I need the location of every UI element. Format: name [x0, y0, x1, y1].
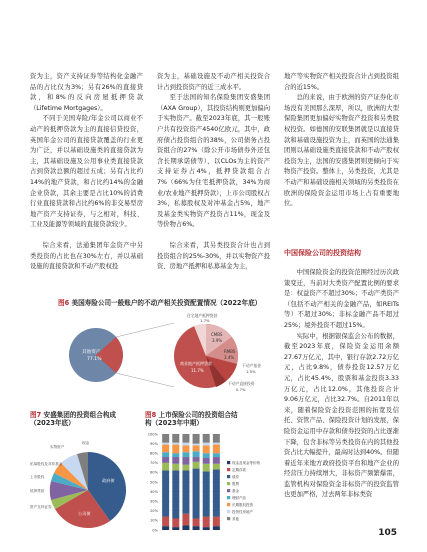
y-tick-label: 90% — [150, 441, 158, 446]
paragraph: 资为主，基础设施及不动产相关投资合计占到投资资产的近三成水平。 — [157, 73, 270, 91]
column-2-bottom — [157, 241, 270, 273]
figure-6-pie-chart — [56, 309, 280, 401]
legend-label: 股票 — [232, 482, 239, 486]
paragraph: 至于法国的知名保险集团安盛集团（AXA Group），其投资结构则更加偏向于实物资产。截至2023年底，其一般账户共有投资资产4540亿欧元，其中，政府债占投资组合的38%，公司债务占投资组合的27%（除公开市场债券外还包含长期承诺债等），以CLOs为主的资产支持证券占4%，抵押贷款组合占7%（66%为住宅抵押贷款，34%为商业/农业地产抵押贷款），上市公司股权占3%，私募股权及对冲基金占5%，地产及基金类实物资产投资占11%，现金及等价物占6%。 — [157, 94, 270, 229]
column-2-top — [157, 72, 270, 231]
section-heading: 中国保险公司的投资结构 — [284, 249, 361, 257]
bar-segment — [203, 527, 210, 530]
bar-segment — [162, 463, 169, 471]
figure-8-title — [145, 411, 275, 427]
paragraph: 地产等实物资产相关投资合计占到投资组合的近15%。 — [284, 73, 399, 91]
paragraph: 总的来说，由于欧洲的资产证券化市场没有美国那么深厚，所以，欧洲的大型保险集团更加偏好实物资产投资和另类股权投资。如德国的安联集团就是以直接贷款和基础设施投资为主，而英国的法通集团则以基础设施类直接贷款和不动产股权投资为主，法国的安盛集团则更倾向于实物资产投资。整体上，另类投资，尤其是不动产和基础设施相关领域的另类投资在欧洲的保险资金运用市场上占有重要地位。 — [284, 94, 399, 208]
legend-swatch — [227, 503, 230, 506]
legend-label: 定期存款 — [232, 468, 246, 472]
pie-label-other-pct: 77.1% — [87, 357, 102, 362]
bar-segment — [193, 526, 200, 530]
column-1-top — [30, 72, 143, 231]
legend-swatch — [227, 496, 230, 499]
legend-label: 基金 — [232, 489, 239, 493]
figure-caption-date: 构（2023年中期） — [145, 419, 203, 427]
legend-label: 理财产品 — [232, 496, 246, 500]
figure-6-title — [58, 297, 261, 307]
bar-segment — [203, 464, 210, 472]
bar-segment — [193, 444, 200, 446]
y-tick-label: 0% — [152, 528, 158, 533]
label-fund-pct: 1.5% — [246, 369, 256, 374]
label-mortgage: 抵押贷款 — [30, 489, 45, 493]
bar-segment — [162, 526, 169, 530]
bar-segment — [193, 518, 200, 526]
label-rmbs: RMBS — [224, 349, 236, 354]
bar-segment — [182, 443, 189, 446]
bar-segment — [162, 434, 169, 443]
y-tick-label: 80% — [150, 451, 158, 456]
label-cash: 现金 — [82, 441, 90, 445]
legend-swatch — [227, 475, 230, 478]
label-corp: 公司债 — [78, 511, 91, 516]
bar-segment — [172, 470, 179, 518]
label-govt: 政府债 — [102, 478, 115, 483]
bar-segment — [213, 526, 220, 530]
y-tick-label: 20% — [150, 509, 158, 514]
bar-segment — [182, 470, 189, 513]
bar-segment — [172, 445, 179, 454]
y-tick-label: 50% — [150, 480, 158, 485]
bar-segment — [172, 453, 179, 457]
legend-swatch — [227, 461, 230, 464]
label-direct-pct: 0.7% — [236, 387, 246, 392]
legend-label: 投资性房地产 — [232, 510, 253, 514]
label-commercial-pct: 11.7% — [191, 368, 204, 373]
bar-segment — [213, 443, 220, 445]
figure-number: 图8 — [145, 411, 157, 419]
label-real: 实物资产 — [50, 445, 65, 449]
label-direct: 不动产直接投资 — [228, 381, 255, 386]
legend-swatch — [227, 510, 230, 513]
label-abs: 资产支持证券 — [30, 505, 52, 509]
label-fund: 不动产基金 — [242, 363, 261, 368]
bar-segment — [182, 434, 189, 443]
bar-segment — [162, 443, 169, 445]
bar-segment — [213, 517, 220, 527]
y-tick-label: 40% — [150, 489, 158, 494]
legend-label: 长期股权投资 — [232, 503, 253, 507]
connector-line — [116, 323, 174, 337]
legend-label: 债券 — [232, 475, 239, 479]
bar-segment — [213, 445, 220, 454]
figure-7-pie-chart — [30, 430, 142, 540]
bar-segment — [213, 470, 220, 517]
label-cmbs-pct: 3.9% — [212, 338, 223, 343]
pie-label-other: 其他资产 — [82, 350, 101, 355]
bar-segment — [203, 458, 210, 464]
bar-segment — [193, 462, 200, 469]
bar-segment — [193, 451, 200, 457]
bar-segment — [182, 465, 189, 471]
paragraph: 中国保险资金的投资范围经过历次政策变迁，当前对大类资产配置比例的要求是：权益资产不超过30%；不动产类资产（包括不动产相关的金融产品，如REITs等）不超过30%；非标金融产品不超过25%；境外投资不超过15%。 — [284, 269, 399, 329]
bar-segment — [193, 434, 200, 444]
paragraph: 实际中，根据银保监会公布的数据，截至2023年底，保险资金运用余额27.67万亿元，其中，银行存款2.72万亿元，占比9.8%，债券投资12.57万亿元，占比45.4%，股票和基金投资3.33万亿元，占比12.0%，其他投资合计9.06万亿元，占比32.7%。自2011年以来，随着保险资金投资范围的拓宽及信托、资管产品、保险投资计划的发展，保险资金运用中存款和债券投资的占比逐渐下降，包含非标等另类投资在内的其他投资占比大幅提升，最高时达到40%。但随着近年来地方政府投资平台和地产企业的经营压力持续增大，非标资产频繁爆雷，监管机构对保险资金非标资产的投资监管也更加严格，过去两年非标类资 — [284, 332, 399, 499]
bar-segment — [162, 452, 169, 457]
legend-label: 现金及现金等价物 — [232, 461, 260, 465]
connector-line — [116, 373, 174, 387]
label-pe: 私募股权及对冲基金 — [30, 462, 63, 466]
bar-segment — [172, 443, 179, 445]
y-tick-label: 100% — [147, 432, 158, 437]
bar-segment — [203, 471, 210, 516]
label-equity: 上市股权 — [30, 475, 45, 479]
bar-segment — [162, 457, 169, 463]
figure-8-stacked-bar-chart — [145, 430, 277, 542]
figure-number: 图6 — [58, 299, 70, 307]
column-3-bottom — [284, 268, 399, 501]
legend-swatch — [227, 482, 230, 485]
bar-segment — [203, 443, 210, 446]
page-number: 105 — [378, 528, 397, 538]
bar-segment — [182, 514, 189, 526]
legend-swatch — [227, 517, 230, 520]
legend-swatch — [227, 489, 230, 492]
bar-segment — [213, 457, 220, 464]
bar-segment — [182, 457, 189, 465]
label-commercial: 商业地产抵押贷款 — [180, 361, 212, 366]
legend-swatch — [227, 468, 230, 471]
bar-segment — [172, 527, 179, 530]
bar-segment — [213, 434, 220, 443]
label-residential: 住宅地产抵押贷款 — [187, 313, 218, 318]
figure-caption-date: （2023年底） — [30, 419, 75, 427]
bar-segment — [193, 457, 200, 462]
bar-segment — [213, 453, 220, 457]
y-tick-label: 70% — [150, 461, 158, 466]
paragraph: 综合来看，法通集团年金资产中另类投资的占比也在30%左右，并以基础设施的直接贷款和不动产股权投 — [30, 242, 143, 271]
bar-segment — [203, 453, 210, 458]
bar-segment — [172, 518, 179, 527]
figure-7-title — [30, 411, 140, 427]
paragraph: 不同于美国寿险/年金公司以商业不动产的抵押贷款为主的直接信贷投资，英国年金公司的直接贷款覆盖的行业更为广泛，并以基础设施类的直接贷款为主，其基础设施及公用事业类直接贷款占到贷款总额的超过五成；另有占比约14%的地产贷款，和占比约14%的金融企业贷款，其余主要是占比10%的消费行业直接贷款和占比约6%的非交易型房地产资产支持证券，与之相对，科技、工业及能源等领域的直接贷款较少。 — [30, 115, 143, 229]
bar-segment — [162, 470, 169, 516]
bar-segment — [193, 469, 200, 519]
bar-segment — [172, 457, 179, 464]
y-tick-label: 30% — [150, 499, 158, 504]
label-cmbs: CMBS — [211, 332, 223, 337]
column-3-top — [284, 72, 399, 210]
bar-segment — [203, 434, 210, 443]
label-residential-pct: 1.7% — [200, 318, 210, 323]
y-tick-label: 60% — [150, 470, 158, 475]
bar-segment — [203, 446, 210, 454]
figure-caption: 上市保险公司的投资组合结 — [158, 411, 238, 419]
bar-segment — [182, 446, 189, 453]
figure-caption: 安盛集团的投资组合构成 — [43, 411, 117, 419]
bar-segment — [162, 445, 169, 453]
figure-number: 图7 — [30, 411, 42, 419]
paragraph: 资为主，资产支持证券等结构化金融产品的占比仅为3%；另有26%的直接贷款，和8%的反向房屋抵押贷款（Lifetime Mortgages）。 — [30, 73, 143, 112]
bar-segment — [172, 464, 179, 471]
bar-segment — [182, 525, 189, 530]
bar-segment — [213, 464, 220, 470]
paragraph: 综合来看，其另类投资合计也占到投资组合的25%-30%，并以实物资产投资、房地产抵押和私募基金为主， — [157, 242, 270, 271]
legend-label: 其他 — [232, 517, 239, 521]
label-rmbs-pct: 3.4% — [224, 355, 235, 360]
bar-segment — [182, 452, 189, 457]
bar-segment — [203, 517, 210, 528]
bar-segment — [162, 517, 169, 527]
figure-caption: 美国寿险公司一般账户的不动产相关投资配置情况（2022年底） — [71, 299, 262, 307]
y-tick-label: 10% — [150, 518, 158, 523]
bar-segment — [193, 446, 200, 452]
bar-segment — [172, 434, 179, 443]
column-1-bottom — [30, 241, 143, 273]
